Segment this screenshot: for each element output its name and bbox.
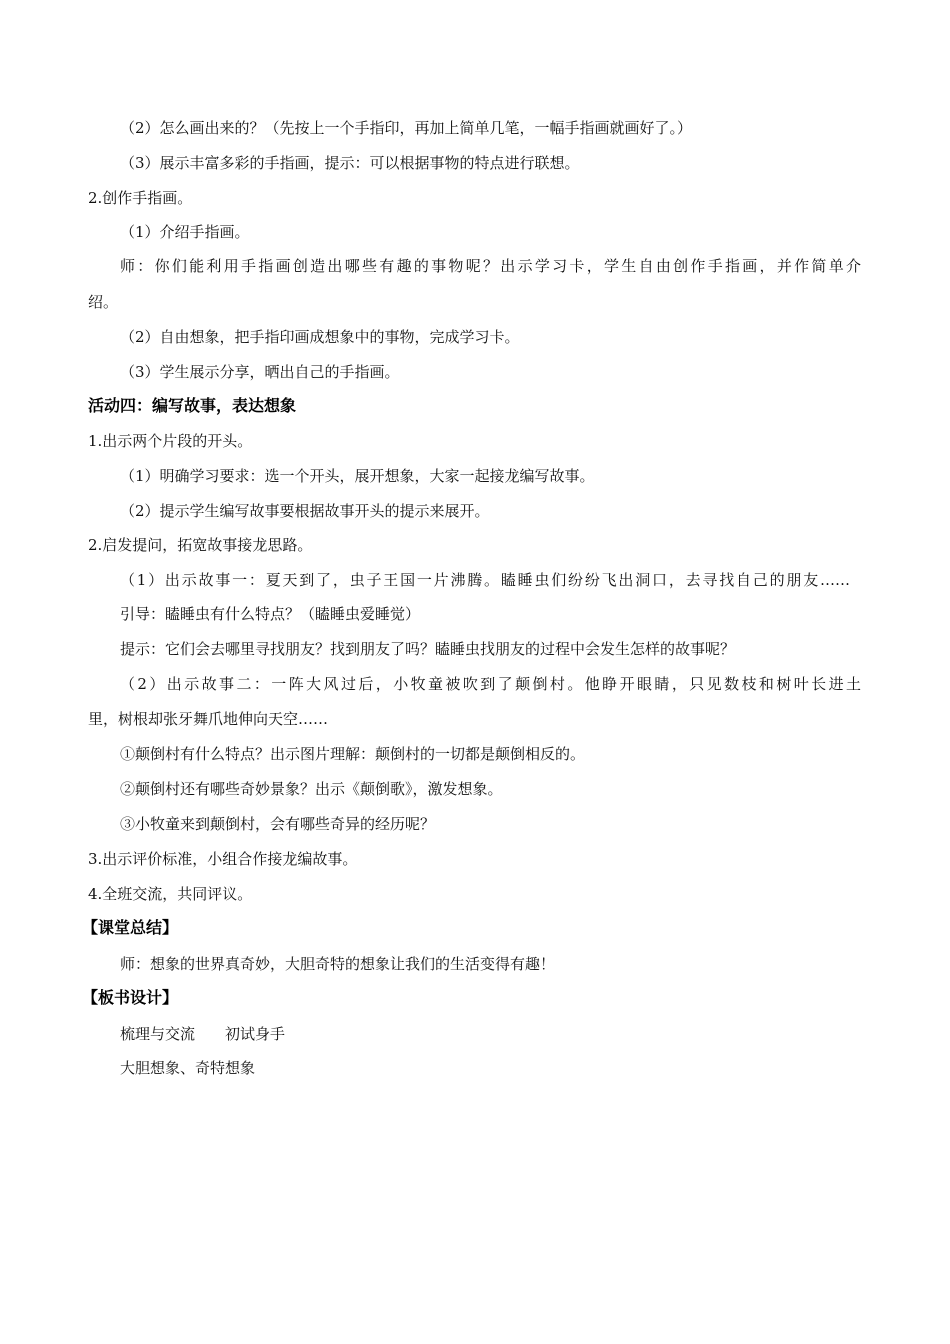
list-item: 3.出示评价标准，小组合作接龙编故事。 — [88, 850, 358, 868]
list-item: 2.创作手指画。 — [88, 189, 193, 207]
text-line: （1）明确学习要求：选一个开头，展开想象，大家一起接龙编写故事。 — [120, 467, 595, 485]
text-line: 梳理与交流 初试身手 — [120, 1025, 286, 1043]
text-line: （3）展示丰富多彩的手指画，提示：可以根据事物的特点进行联想。 — [120, 154, 580, 172]
text-line: （3）学生展示分享，晒出自己的手指画。 — [120, 363, 400, 381]
text-line: （2）出示故事二：一阵大风过后，小牧童被吹到了颠倒村。他睁开眼睛，只见数枝和树叶长进土 — [120, 675, 861, 693]
text-line: （1）介绍手指画。 — [120, 223, 250, 241]
section-heading: 活动四：编写故事，表达想象 — [88, 396, 297, 415]
text-line: ③小牧童来到颠倒村，会有哪些奇异的经历呢？ — [120, 815, 436, 833]
list-item: 2.启发提问，拓宽故事接龙思路。 — [88, 536, 313, 554]
text-line: 大胆想象、奇特想象 — [120, 1059, 256, 1077]
list-item: 1.出示两个片段的开头。 — [88, 432, 253, 450]
text-line: 师：你们能利用手指画创造出哪些有趣的事物呢？出示学习卡，学生自由创作手指画，并作简单介 — [120, 257, 861, 275]
list-item: 4.全班交流，共同评议。 — [88, 885, 253, 903]
text-line: ①颠倒村有什么特点？出示图片理解：颠倒村的一切都是颠倒相反的。 — [120, 745, 586, 763]
text-line: 提示：它们会去哪里寻找朋友？找到朋友了吗？瞌睡虫找朋友的过程中会发生怎样的故事呢？ — [120, 640, 736, 658]
text-line: 绍。 — [88, 293, 119, 311]
section-heading-summary: 【课堂总结】 — [82, 918, 179, 937]
text-line: ②颠倒村还有哪些奇妙景象？出示《颠倒歌》，激发想象。 — [120, 780, 503, 798]
text-line: （2）提示学生编写故事要根据故事开头的提示来展开。 — [120, 502, 490, 520]
text-line: （1）出示故事一：夏天到了，虫子王国一片沸腾。瞌睡虫们纷纷飞出洞口，去寻找自己的朋友…… — [120, 571, 850, 589]
text-line: 里，树根却张牙舞爪地伸向天空…… — [88, 710, 329, 728]
section-heading-board: 【板书设计】 — [82, 988, 179, 1007]
text-line: 引导：瞌睡虫有什么特点？（瞌睡虫爱睡觉） — [120, 605, 421, 623]
text-line: 师：想象的世界真奇妙，大胆奇特的想象让我们的生活变得有趣！ — [120, 955, 556, 973]
text-line: （2）怎么画出来的？（先按上一个手指印，再加上简单几笔，一幅手指画就画好了。） — [120, 119, 693, 137]
text-line: （2）自由想象，把手指印画成想象中的事物，完成学习卡。 — [120, 328, 520, 346]
